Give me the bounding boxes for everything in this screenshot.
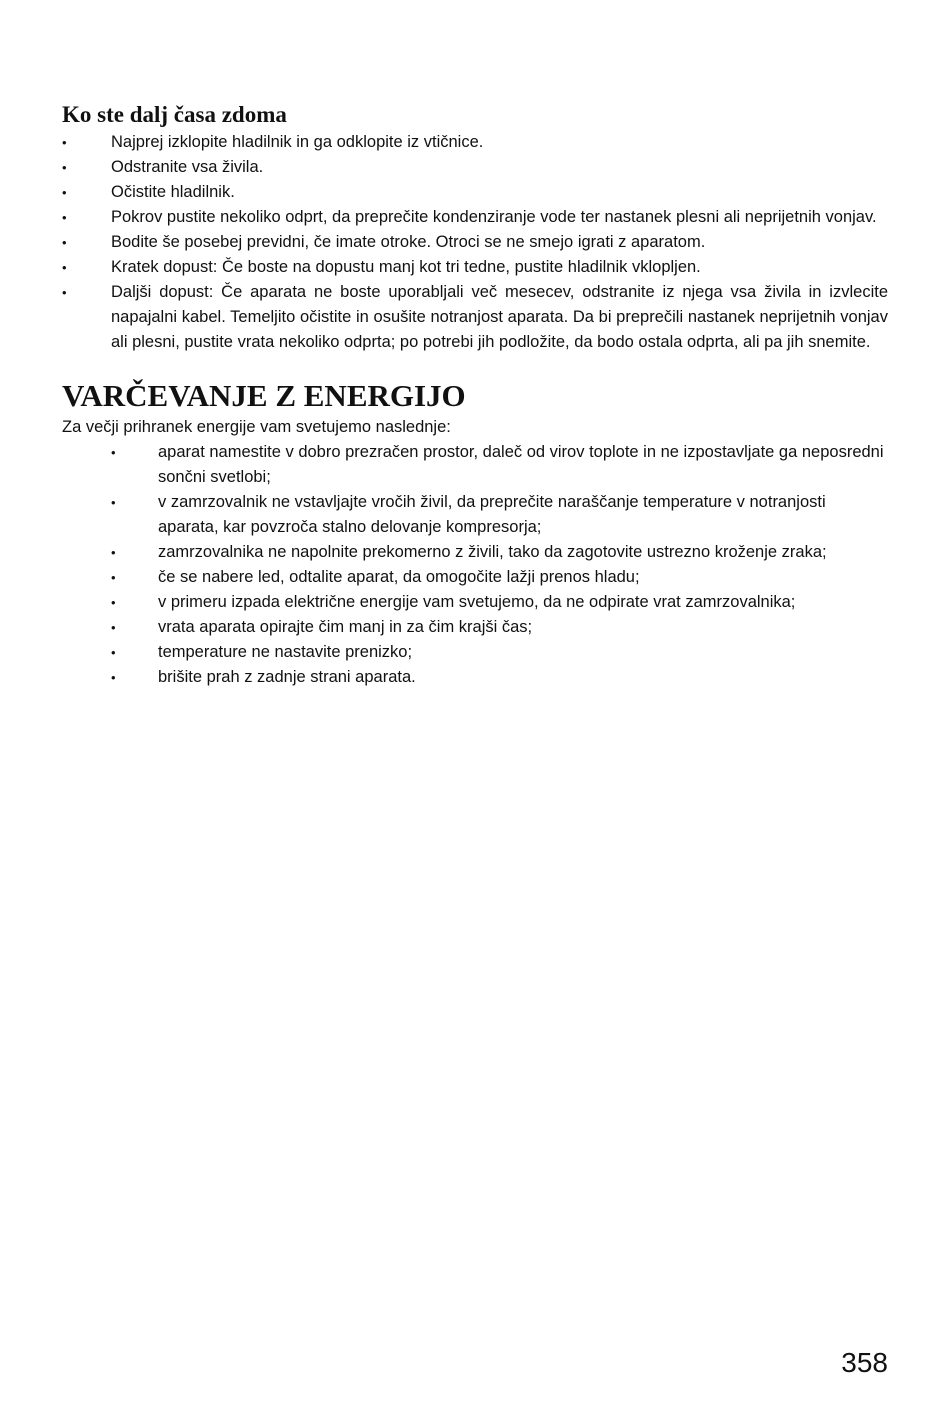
list-item-text: brišite prah z zadnje strani aparata. [158,668,416,686]
list-item [62,180,888,205]
list-item [62,255,888,280]
list-item-text: Očistite hladilnik. [111,183,235,201]
list-item [62,155,888,180]
list-item [62,130,888,155]
bullet-icon: • [62,235,67,250]
bullet-icon: • [111,670,116,685]
list-item [62,640,888,665]
bullet-icon: • [62,210,67,225]
energy-intro-text: Za večji prihranek energije vam svetujemo naslednje: [62,418,451,436]
bullet-icon: • [62,285,67,300]
list-item-text: vrata aparata opirajte čim manj in za čim krajši čas; [158,618,533,636]
list-item-text: Pokrov pustite nekoliko odprt, da preprečite kondenziranje vode ter nastanek plesni ali neprijetnih vonjav. [111,208,877,226]
list-item [62,590,888,615]
list-item [62,565,888,590]
list-item [62,665,888,690]
list-item [62,230,888,255]
bullet-icon: • [111,445,116,460]
section-heading-away: Ko ste dalj časa zdoma [62,102,287,127]
energy-tips-list [62,440,888,690]
bullet-icon: • [111,645,116,660]
section-heading-energy-saving: VARČEVANJE Z ENERGIJO [62,378,466,413]
list-item-text: če se nabere led, odtalite aparat, da omogočite lažji prenos hladu; [158,568,640,586]
list-item [62,540,888,565]
list-item-text: Bodite še posebej previdni, če imate otroke. Otroci se ne smejo igrati z aparatom. [111,233,706,251]
document-page [62,100,888,690]
list-item-text: v zamrzovalnik ne vstavljajte vročih živil, da preprečite naraščanje temperature v notranjosti aparata, kar povzroča stalno delovanje kompresorja; [158,493,826,536]
bullet-icon: • [62,185,67,200]
bullet-icon: • [62,260,67,275]
list-item [62,205,888,230]
list-item [62,280,888,355]
bullet-icon: • [62,160,67,175]
bullet-icon: • [62,135,67,150]
list-item-text: Daljši dopust: Če aparata ne boste uporabljali več mesecev, odstranite iz njega vsa živila in izvlecite napajalni kabel. Temeljito očistite in osušite notranjost aparata. Da bi preprečili nastanek neprijetnih vonjav ali plesni, pustite vrata nekoliko odprta; po potrebi jih podložite, da bodo ostala odprta, ali pa jih snemite. [111,283,888,351]
list-item-text: zamrzovalnika ne napolnite prekomerno z živili, tako da zagotovite ustrezno kroženje zraka; [158,543,827,561]
bullet-icon: • [111,570,116,585]
page-number: 358 [841,1347,888,1378]
list-item-text: Kratek dopust: Če boste na dopustu manj kot tri tedne, pustite hladilnik vklopljen. [111,258,701,276]
bullet-icon: • [111,495,116,510]
list-item [62,490,888,540]
list-item-text: Odstranite vsa živila. [111,158,264,176]
list-item [62,615,888,640]
bullet-icon: • [111,620,116,635]
list-item-text: v primeru izpada električne energije vam svetujemo, da ne odpirate vrat zamrzovalnika; [158,593,796,611]
away-instructions-list [62,130,888,355]
list-item-text: temperature ne nastavite prenizko; [158,643,413,661]
list-item-text: aparat namestite v dobro prezračen prostor, daleč od virov toplote in ne izpostavljate ga neposredni sončni svetlobi; [158,443,884,486]
bullet-icon: • [111,545,116,560]
list-item [62,440,888,490]
list-item-text: Najprej izklopite hladilnik in ga odklopite iz vtičnice. [111,133,484,151]
bullet-icon: • [111,595,116,610]
